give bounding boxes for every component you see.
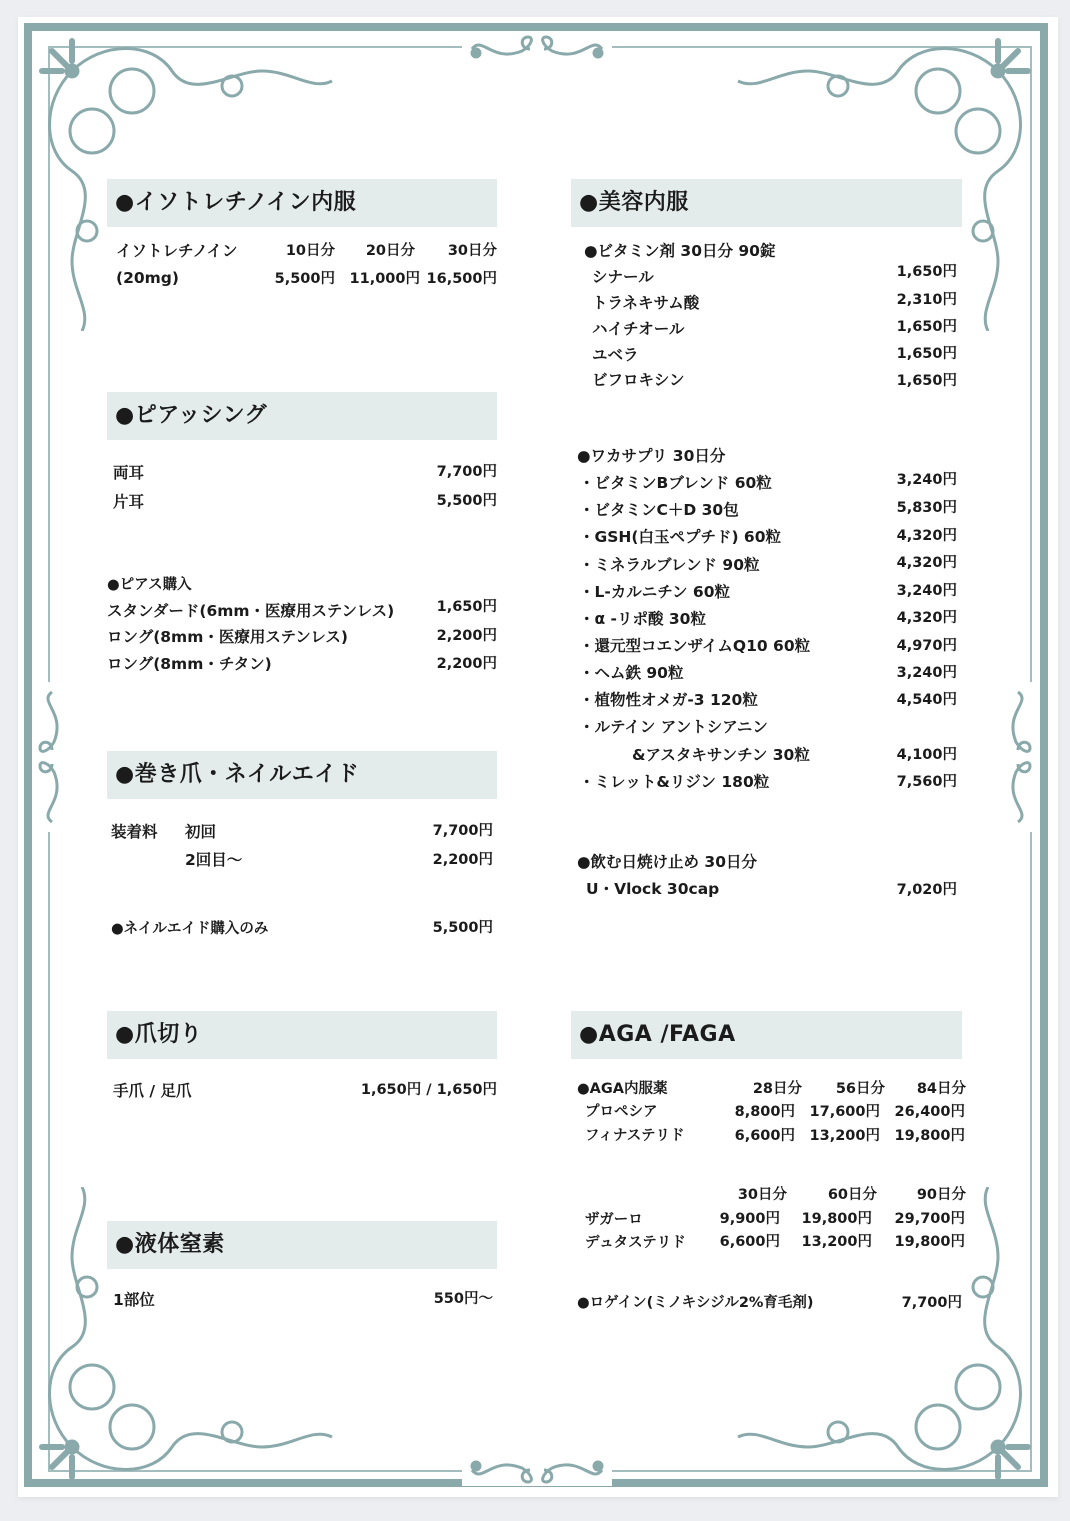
wakasapuri-label: ・α -リポ酸 30粒 [579,610,706,628]
ingrown-nail-item-price: 2,200円 [432,852,493,868]
section-header-ingrown-nail: ●巻き爪・ネイルエイド [107,751,497,799]
wakasapuri-label: ・ビタミンC＋D 30包 [579,501,739,519]
wakasapuri-label: ・還元型コエンザイムQ10 60粒 [579,637,811,655]
vitamin-label: シナール [592,268,654,286]
section-header-liquid-nitrogen: ●液体窒素 [107,1221,497,1269]
aga2-row-label: デュタステリド [585,1235,686,1251]
nail-aid-purchase-price: 5,500円 [432,920,493,936]
aga-oral-title: ●AGA内服薬 [577,1081,668,1097]
aga2-col: 60日分 [827,1187,877,1203]
aga2-row-price: 29,700円 [894,1211,965,1227]
aga-col: 84日分 [916,1081,966,1097]
section-header-aga: ●AGA /FAGA [571,1011,962,1059]
wakasapuri-label: ・GSH(白玉ペプチド) 60粒 [579,528,781,546]
piercing-purchase-label: スタンダード(6mm・医療用ステンレス) [107,602,395,620]
ingrown-nail-item-label: 初回 [185,823,217,841]
piercing-item-price: 5,500円 [436,493,497,509]
wakasapuri-price: 3,240円 [896,583,957,599]
aga-col: 28日分 [752,1081,802,1097]
scroll-flourish-icon [462,33,612,67]
aga2-row-label: ザガーロ [585,1212,643,1228]
liquid-nitrogen-price: 550円～ [433,1291,493,1307]
isotretinoin-drug-name: イソトレチノイン [116,242,238,260]
section-header-piercing: ●ピアッシング [107,392,497,440]
wakasapuri-price: 3,240円 [896,472,957,488]
piercing-item-label: 片耳 [113,493,145,511]
vitamin-label: ハイチオール [592,320,685,338]
piercing-item-label: 両耳 [113,464,145,482]
wakasapuri-label: ・ビタミンBブレンド 60粒 [579,474,772,492]
aga2-row-price: 13,200円 [801,1234,872,1250]
aga2-row-price: 9,900円 [719,1211,780,1227]
piercing-purchase-price: 2,200円 [436,628,497,644]
wakasapuri-price: 4,320円 [896,528,957,544]
section-header-isotretinoin: ●イソトレチノイン内服 [107,179,497,227]
isotretinoin-col-30: 30日分 [447,243,497,259]
wakasapuri-price: 5,830円 [896,500,957,516]
isotretinoin-col-10: 10日分 [285,243,335,259]
wakasapuri-label: ・L-カルニチン 60粒 [579,583,731,601]
aga-row-price: 26,400円 [894,1104,965,1120]
isotretinoin-price-10: 5,500円 [274,271,335,287]
vitamins-title: ●ビタミン剤 30日分 90錠 [584,242,776,260]
sunscreen-price: 7,020円 [896,882,957,898]
piercing-purchase-label: ロング(8mm・医療用ステンレス) [107,628,349,646]
rogaine-price: 7,700円 [901,1295,962,1311]
wakasapuri-price: 3,240円 [896,665,957,681]
aga2-col: 30日分 [737,1187,787,1203]
aga-row-label: フィナステリド [585,1128,685,1144]
nail-aid-purchase-label: ●ネイルエイド購入のみ [111,921,269,937]
wakasapuri-label-continued: &アスタキサンチン 30粒 [632,746,810,764]
isotretinoin-dose: (20mg) [116,269,179,287]
ingrown-nail-item-label: 2回目～ [185,851,243,869]
piercing-purchase-title: ●ピアス購入 [107,577,192,593]
wakasapuri-price: 7,560円 [896,774,957,790]
wakasapuri-label: ・ミネラルブレンド 90粒 [579,556,760,574]
section-header-beauty-oral: ●美容内服 [571,179,962,227]
vitamin-price: 1,650円 [896,373,957,389]
wakasapuri-label: ・ミレット&リジン 180粒 [579,773,770,791]
ingrown-nail-item-price: 7,700円 [432,823,493,839]
wakasapuri-price: 4,100円 [896,747,957,763]
wakasapuri-price: 4,320円 [896,610,957,626]
scroll-flourish-icon [36,682,66,832]
sunscreen-title: ●飲む日焼け止め 30日分 [577,853,757,871]
piercing-purchase-price: 2,200円 [436,656,497,672]
wakasapuri-price: 4,540円 [896,692,957,708]
piercing-purchase-price: 1,650円 [436,599,497,615]
aga-row-label: プロペシア [585,1104,658,1120]
aga2-row-price: 19,800円 [801,1211,872,1227]
vitamin-label: ビフロキシン [592,371,685,389]
section-header-nail-clipping: ●爪切り [107,1011,497,1059]
vitamin-label: ユベラ [592,346,639,364]
wakasapuri-label: ・植物性オメガ-3 120粒 [579,691,758,709]
isotretinoin-col-20: 20日分 [365,243,415,259]
aga-col: 56日分 [835,1081,885,1097]
isotretinoin-price-20: 11,000円 [349,271,420,287]
sunscreen-label: U・Vlock 30cap [586,880,720,898]
piercing-item-price: 7,700円 [436,464,497,480]
wakasapuri-title: ●ワカサプリ 30日分 [577,447,726,465]
aga-row-price: 19,800円 [894,1128,965,1144]
wakasapuri-price: 4,320円 [896,555,957,571]
vitamin-price: 1,650円 [896,319,957,335]
vitamin-price: 1,650円 [896,264,957,280]
nail-clipping-label: 手爪 / 足爪 [113,1082,192,1100]
wakasapuri-price: 4,970円 [896,638,957,654]
ingrown-nail-fee-label: 装着料 [111,823,158,841]
vitamin-price: 2,310円 [896,292,957,308]
aga2-row-price: 19,800円 [894,1234,965,1250]
aga-row-price: 6,600円 [734,1128,795,1144]
aga2-col: 90日分 [916,1187,966,1203]
isotretinoin-price-30: 16,500円 [426,271,497,287]
wakasapuri-label: ・ルテイン アントシアニン [579,718,768,736]
scroll-flourish-icon [462,1452,612,1486]
nail-clipping-price: 1,650円 / 1,650円 [360,1082,497,1098]
rogaine-label: ●ロゲイン(ミノキシジル2%育毛剤) [577,1295,814,1311]
aga2-row-price: 6,600円 [719,1234,780,1250]
wakasapuri-label: ・ヘム鉄 90粒 [579,664,684,682]
aga-row-price: 8,800円 [734,1104,795,1120]
aga-row-price: 17,600円 [809,1104,880,1120]
piercing-purchase-label: ロング(8mm・チタン) [107,655,272,673]
vitamin-label: トラネキサム酸 [592,294,700,312]
aga-row-price: 13,200円 [809,1128,880,1144]
vitamin-price: 1,650円 [896,346,957,362]
liquid-nitrogen-label: 1部位 [113,1291,155,1309]
scroll-flourish-icon [1004,682,1034,832]
